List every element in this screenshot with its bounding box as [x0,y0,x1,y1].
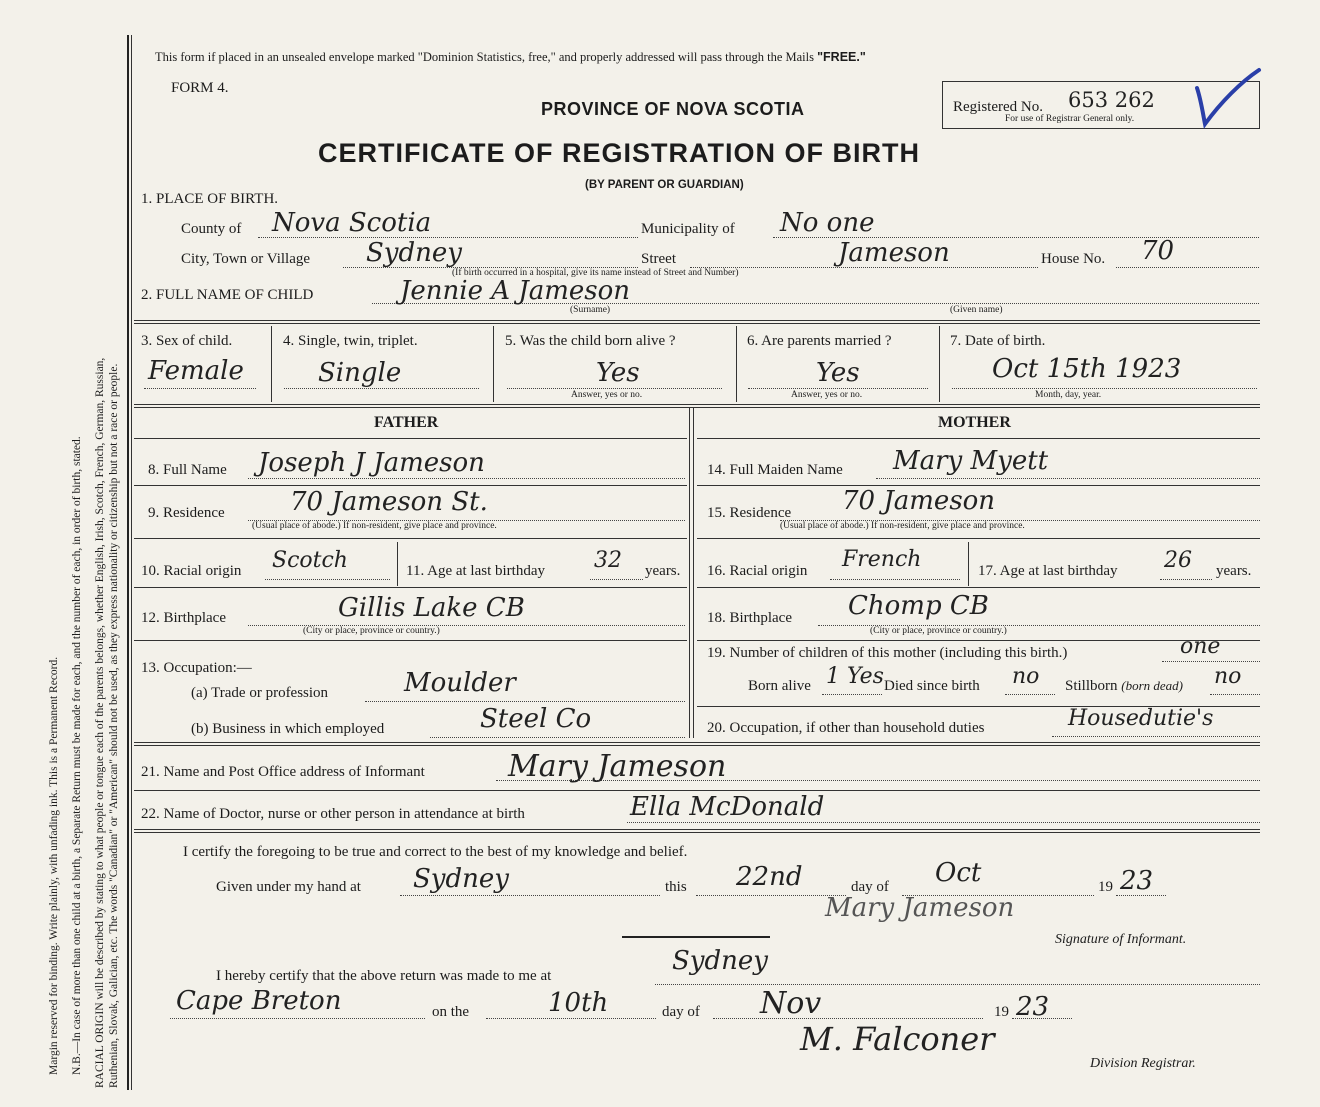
died-since-birth-value: no [1012,664,1040,689]
house-line [1116,267,1259,268]
father-racial-line [265,579,390,580]
house-label: House No. [1041,251,1106,267]
trade-label: (a) Trade or profession [191,685,329,701]
dob-line [952,388,1257,389]
rule-2 [134,404,1260,408]
margin-line-racial-2: Ruthenian, Slovak, Galician, etc. The words "Canadian" or "American" should not be used, as they express nationality or citizenship but not a race or people. [108,363,120,1088]
street-value: Jameson [838,238,950,268]
mother-birthplace-label: 18. Birthplace [707,610,792,626]
mother-residence-value: 70 Jameson [842,486,996,516]
father-age-value: 32 [594,548,622,573]
registrar-statement: I hereby certify that the above return was made to me at [216,968,552,984]
day-line [696,895,846,896]
rule-5 [134,829,1260,833]
dob-note: Month, day, year. [1035,390,1102,400]
given-under-label: Given under my hand at [216,879,361,895]
certificate-title: CERTIFICATE OF REGISTRATION OF BIRTH [318,138,920,168]
mother-name-line [876,478,1260,479]
certify-statement: I certify the foregoing to be true and correct to the best of my knowledge and belief. [183,844,688,860]
sex-value: Female [148,356,244,386]
doctor-line [627,822,1260,823]
margin-rule [127,35,129,1090]
mother-age-value: 26 [1164,548,1192,573]
sex-line [144,388,256,389]
county-value: Nova Scotia [272,208,432,238]
rule-4 [134,790,1260,791]
given-name-note: (Given name) [950,305,1003,315]
father-residence-label: 9. Residence [148,505,225,521]
parents-married-label: 6. Are parents married ? [747,333,892,349]
informant-label: 21. Name and Post Office address of Informant [141,764,425,780]
stillborn-label: Stillborn (born dead) [1065,678,1184,694]
mother-heading: MOTHER [938,414,1011,431]
children-count-line [1162,661,1260,662]
dob-value: Oct 15th 1923 [992,354,1182,384]
county-label: County of [181,221,242,237]
father-age-line [590,579,643,580]
stillborn-value: no [1214,664,1242,689]
registrar-county-value: Cape Breton [176,986,342,1016]
reg-day-line [486,1018,656,1019]
father-name-line [248,478,685,479]
day-value: 22nd [736,862,803,892]
margin-line-nb: N.B.—In case of more than one child at a birth, a Separate Return must be made for each, and the number of each, in order of birth, stated. [71,436,83,1075]
business-value: Steel Co [480,704,592,734]
father-age-label: 11. Age at last birthday [406,563,545,579]
mother-residence-note: (Usual place of abode.) If non-resident, give place and province. [780,521,1025,531]
children-count-label: 19. Number of children of this mother (including this birth.) [707,645,1068,661]
margin-line-binding: Margin reserved for binding. Write plainly, with unfading ink. This is a Permanent Record. [48,656,60,1075]
registrar-signature: M. Falconer [800,1020,995,1058]
child-name-label: 2. FULL NAME OF CHILD [141,287,314,303]
informant-signature-label: Signature of Informant. [1055,932,1187,947]
reg-day-of-label: day of [662,1004,700,1020]
father-rule-2 [134,538,687,539]
mother-name-value: Mary Myett [893,446,1049,476]
father-racial-divider [397,542,398,586]
mother-birthplace-note: (City or place, province or country.) [870,626,1007,636]
center-short-rule [622,936,770,938]
father-residence-value: 70 Jameson St. [290,487,488,517]
born-alive-count-value: 1 Yes [826,664,884,689]
certificate-subtitle: (BY PARENT OR GUARDIAN) [585,179,744,191]
registrar-place-value: Sydney [672,946,768,976]
blue-check-icon [1193,66,1263,130]
dob-label: 7. Date of birth. [950,333,1046,349]
division-registrar-label: Division Registrar. [1090,1056,1196,1071]
mother-racial-value: French [842,547,922,572]
mail-notice: This form if placed in an unsealed envelope marked "Dominion Statistics, free," and properly addressed will pass through the Mails "FREE." [155,50,866,64]
month-value: Oct [935,858,982,888]
street-label: Street [641,251,676,267]
given-place-value: Sydney [413,864,509,894]
mother-occupation-label: 20. Occupation, if other than household duties [707,720,985,736]
occupation-label: 13. Occupation:— [141,660,252,676]
given-place-line [400,895,660,896]
father-birthplace-label: 12. Birthplace [141,610,226,626]
mother-racial-line [830,579,960,580]
parents-married-line [748,388,928,389]
informant-signature: Mary Jameson [825,893,1015,923]
house-value: 70 [1141,236,1175,266]
born-alive-label: 5. Was the child born alive ? [505,333,676,349]
mother-rule-4 [697,640,1260,641]
mother-racial-divider [968,542,969,586]
city-label: City, Town or Village [181,251,311,267]
registered-label: Registered No. [953,99,1043,115]
died-since-birth-line [1005,694,1055,695]
mother-birthplace-value: Chomp CB [848,591,989,621]
col-divider-2 [493,326,494,402]
stillborn-line [1210,694,1260,695]
mother-racial-label: 16. Racial origin [707,563,808,579]
hospital-note: (If birth occurred in a hospital, give its name instead of Street and Number) [452,268,739,278]
father-residence-note: (Usual place of abode.) If non-resident, give place and province. [252,521,497,531]
form-number: FORM 4. [171,80,229,96]
day-of-label: day of [851,879,889,895]
trade-line [365,701,685,702]
children-count-value: one [1180,634,1221,659]
mother-rule-2 [697,538,1260,539]
reg-year-prefix: 19 [994,1004,1009,1020]
mother-age-line [1160,579,1212,580]
father-name-label: 8. Full Name [148,462,227,478]
father-racial-label: 10. Racial origin [141,563,242,579]
mother-name-label: 14. Full Maiden Name [707,462,843,478]
col-divider-4 [939,326,940,402]
center-divider-b [693,408,694,738]
rule-1 [134,320,1260,324]
sex-label: 3. Sex of child. [141,333,233,349]
born-alive-value: Yes [596,358,640,388]
mother-age-unit: years. [1216,563,1252,579]
year-value: 23 [1120,866,1154,896]
plurality-line [284,388,479,389]
born-alive-count-label: Born alive [748,678,811,694]
doctor-label: 22. Name of Doctor, nurse or other person in attendance at birth [141,806,525,822]
mother-heading-rule [697,438,1260,439]
business-line [430,737,685,738]
rule-3 [134,742,1260,746]
parents-married-note: Answer, yes or no. [791,390,863,400]
business-label: (b) Business in which employed [191,721,385,737]
registrar-place-line [655,984,1260,985]
mother-residence-label: 15. Residence [707,505,792,521]
col-divider-1 [271,326,272,402]
born-alive-line [507,388,722,389]
municipality-value: No one [780,208,875,238]
surname-note: (Surname) [570,305,611,315]
left-margin [0,0,128,1107]
registered-number: 653 262 [1068,88,1155,112]
reg-year-value: 23 [1016,992,1050,1022]
father-rule-1 [134,485,687,486]
mother-occupation-value: Housedutie's [1068,706,1214,731]
reg-day-value: 10th [548,988,609,1018]
child-name-value: Jennie A Jameson [400,276,631,306]
father-rule-4 [134,640,687,641]
plurality-value: Single [318,358,402,388]
reg-month-line [713,1018,983,1019]
col-divider-3 [736,326,737,402]
year-prefix: 19 [1098,879,1113,895]
doctor-value: Ella McDonald [630,792,825,822]
father-racial-value: Scotch [272,548,348,573]
margin-rule-inner [131,35,132,1090]
trade-value: Moulder [404,668,516,698]
place-of-birth-label: 1. PLACE OF BIRTH. [141,191,279,207]
born-alive-note: Answer, yes or no. [571,390,643,400]
mother-occupation-line [1052,736,1260,737]
born-alive-count-line [822,694,882,695]
on-the-label: on the [432,1004,470,1020]
registrar-county-line [170,1018,425,1019]
father-heading-rule [134,438,687,439]
registrar-general-note: For use of Registrar General only. [1005,114,1135,124]
died-since-birth-label: Died since birth [884,678,980,694]
municipality-label: Municipality of [641,221,735,237]
father-rule-3 [134,587,687,588]
father-birthplace-note: (City or place, province or country.) [303,626,440,636]
reg-month-value: Nov [760,986,822,1021]
plurality-label: 4. Single, twin, triplet. [283,333,418,349]
margin-line-racial-1: RACIAL ORIGIN will be described by stating to what people or tongue each of the parents belongs, whether English, Irish, Scotch, French, German, Russian, [94,357,106,1088]
this-label: this [665,879,687,895]
mother-age-label: 17. Age at last birthday [978,563,1118,579]
parents-married-value: Yes [816,358,860,388]
province-heading: PROVINCE OF NOVA SCOTIA [541,99,805,119]
father-heading: FATHER [374,414,439,431]
father-name-value: Joseph J Jameson [258,448,485,478]
city-value: Sydney [366,238,462,268]
informant-value: Mary Jameson [508,749,727,784]
mother-rule-3 [697,587,1260,588]
center-divider-a [689,408,690,738]
father-birthplace-value: Gillis Lake CB [338,593,525,623]
father-age-unit: years. [645,563,681,579]
